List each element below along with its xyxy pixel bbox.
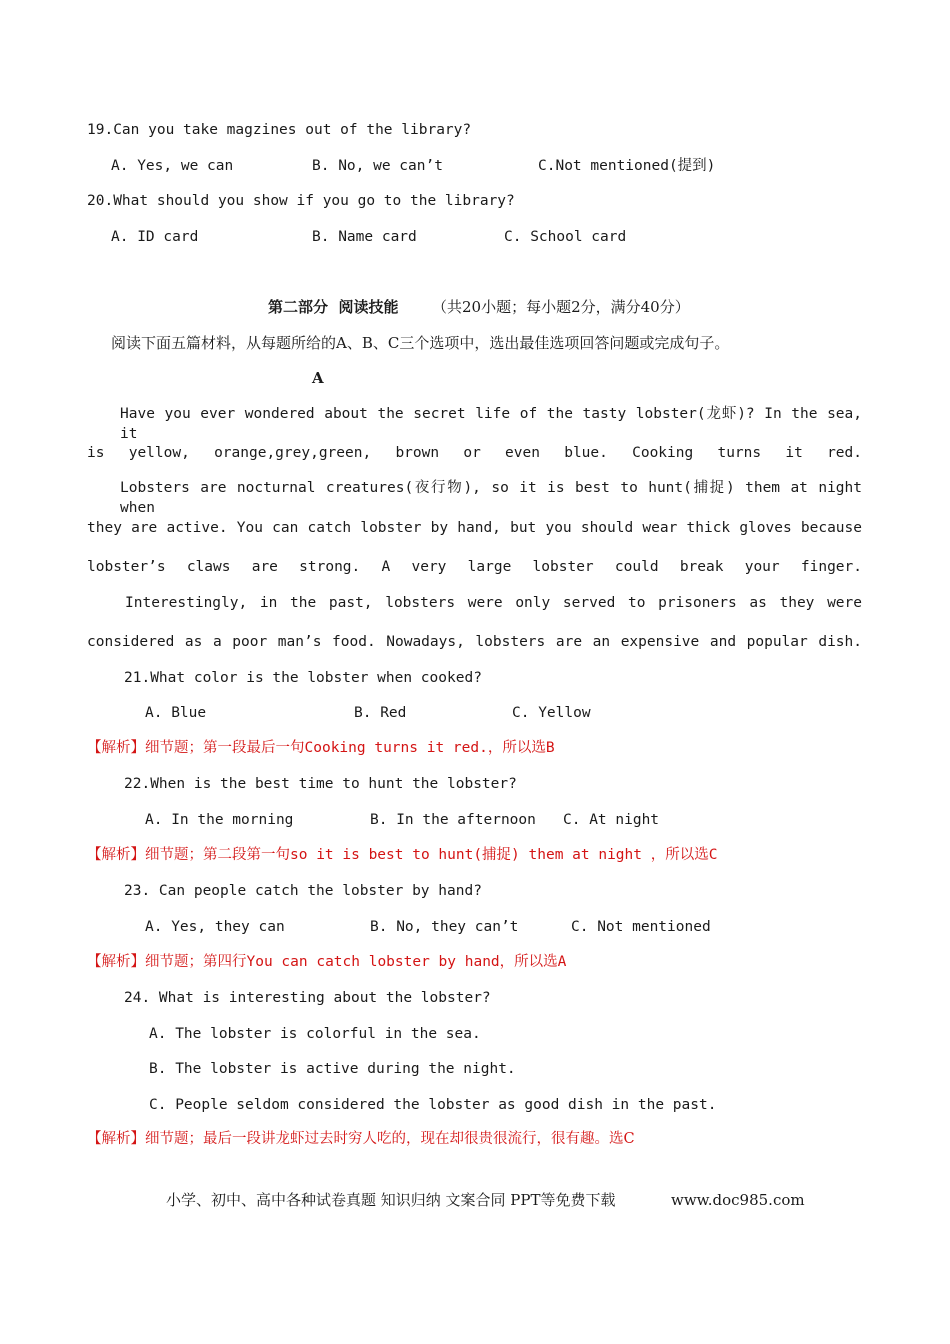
q20-question: 20.What should you show if you go to the library? bbox=[87, 193, 515, 209]
q19-question: 19.Can you take magzines out of the library? bbox=[87, 122, 472, 138]
q24-option-b: B. The lobster is active during the night. bbox=[149, 1061, 516, 1077]
q21-option-c: C. Yellow bbox=[512, 705, 591, 721]
q24-question: 24. What is interesting about the lobster? bbox=[124, 990, 491, 1006]
q23-option-b: B. No, they can’t bbox=[370, 919, 519, 935]
q22-question: 22.When is the best time to hunt the lobster? bbox=[124, 776, 517, 792]
q24-option-a: A. The lobster is colorful in the sea. bbox=[149, 1026, 481, 1042]
q19-option-b: B. No, we can’t bbox=[312, 158, 443, 174]
q20-option-c: C. School card bbox=[504, 229, 627, 245]
section-title: 第二部分 阅读技能 bbox=[268, 298, 399, 316]
q19-option-a: A. Yes, we can bbox=[111, 158, 234, 174]
section-note: （共20小题；每小题2分，满分40分） bbox=[432, 298, 690, 316]
q20-option-b: B. Name card bbox=[312, 229, 417, 245]
analysis-text: 细节题；第一段最后一句Cooking turns it red.，所以选B bbox=[145, 740, 555, 756]
analysis-tag: 【解析】 bbox=[87, 954, 145, 970]
passage-line-5: lobster’s claws are strong. A very large lobster could break your finger. bbox=[87, 559, 862, 575]
footer-text: 小学、初中、高中各种试卷真题 知识归纳 文案合同 PPT等免费下载 bbox=[166, 1191, 616, 1209]
analysis-tag: 【解析】 bbox=[87, 1131, 145, 1147]
analysis-text: 细节题；第四行You can catch lobster by hand，所以选A bbox=[145, 954, 567, 970]
q19-option-c: C.Not mentioned(提到) bbox=[538, 158, 716, 174]
q21-question: 21.What color is the lobster when cooked? bbox=[124, 670, 482, 686]
footer-url[interactable]: www.doc985.com bbox=[671, 1191, 805, 1209]
analysis-tag: 【解析】 bbox=[87, 847, 145, 863]
q22-option-b: B. In the afternoon bbox=[370, 812, 536, 828]
passage-line-6: Interestingly, in the past, lobsters were only served to prisoners as they were bbox=[125, 595, 862, 611]
q24-analysis bbox=[87, 1129, 635, 1149]
passage-line-1: Have you ever wondered about the secret life of the tasty lobster(龙虾)? In the sea, it bbox=[120, 406, 862, 442]
analysis-tag: 【解析】 bbox=[87, 740, 145, 756]
q21-option-b: B. Red bbox=[354, 705, 407, 721]
q23-option-a: A. Yes, they can bbox=[145, 919, 285, 935]
analysis-text: 细节题；第二段第一句so it is best to hunt(捕捉) them at night ，所以选C bbox=[145, 847, 718, 863]
q22-option-c: C. At night bbox=[563, 812, 660, 828]
passage-line-7: considered as a poor man’s food. Nowadays, lobsters are an expensive and popular dish. bbox=[87, 634, 862, 650]
q22-option-a: A. In the morning bbox=[145, 812, 294, 828]
q23-option-c: C. Not mentioned bbox=[571, 919, 711, 935]
q24-option-c: C. People seldom considered the lobster as good dish in the past. bbox=[149, 1097, 717, 1113]
q20-option-a: A. ID card bbox=[111, 229, 199, 245]
q21-option-a: A. Blue bbox=[145, 705, 207, 721]
passage-line-4: they are active. You can catch lobster by hand, but you should wear thick gloves because bbox=[87, 520, 862, 536]
q22-analysis bbox=[87, 845, 717, 865]
q21-analysis bbox=[87, 738, 555, 758]
passage-line-3: Lobsters are nocturnal creatures(夜行物), so it is best to hunt(捕捉) them at night when bbox=[120, 480, 862, 516]
passage-label: A bbox=[312, 369, 324, 387]
q23-analysis bbox=[87, 952, 566, 972]
q23-question: 23. Can people catch the lobster by hand? bbox=[124, 883, 482, 899]
analysis-text: 细节题；最后一段讲龙虾过去时穷人吃的，现在却很贵很流行，很有趣。选C bbox=[145, 1131, 635, 1147]
passage-line-2: is yellow, orange,grey,green, brown or even blue. Cooking turns it red. bbox=[87, 445, 862, 461]
section-instruction: 阅读下面五篇材料，从每题所给的A、B、C三个选项中，选出最佳选项回答问题或完成句子。 bbox=[111, 334, 730, 352]
